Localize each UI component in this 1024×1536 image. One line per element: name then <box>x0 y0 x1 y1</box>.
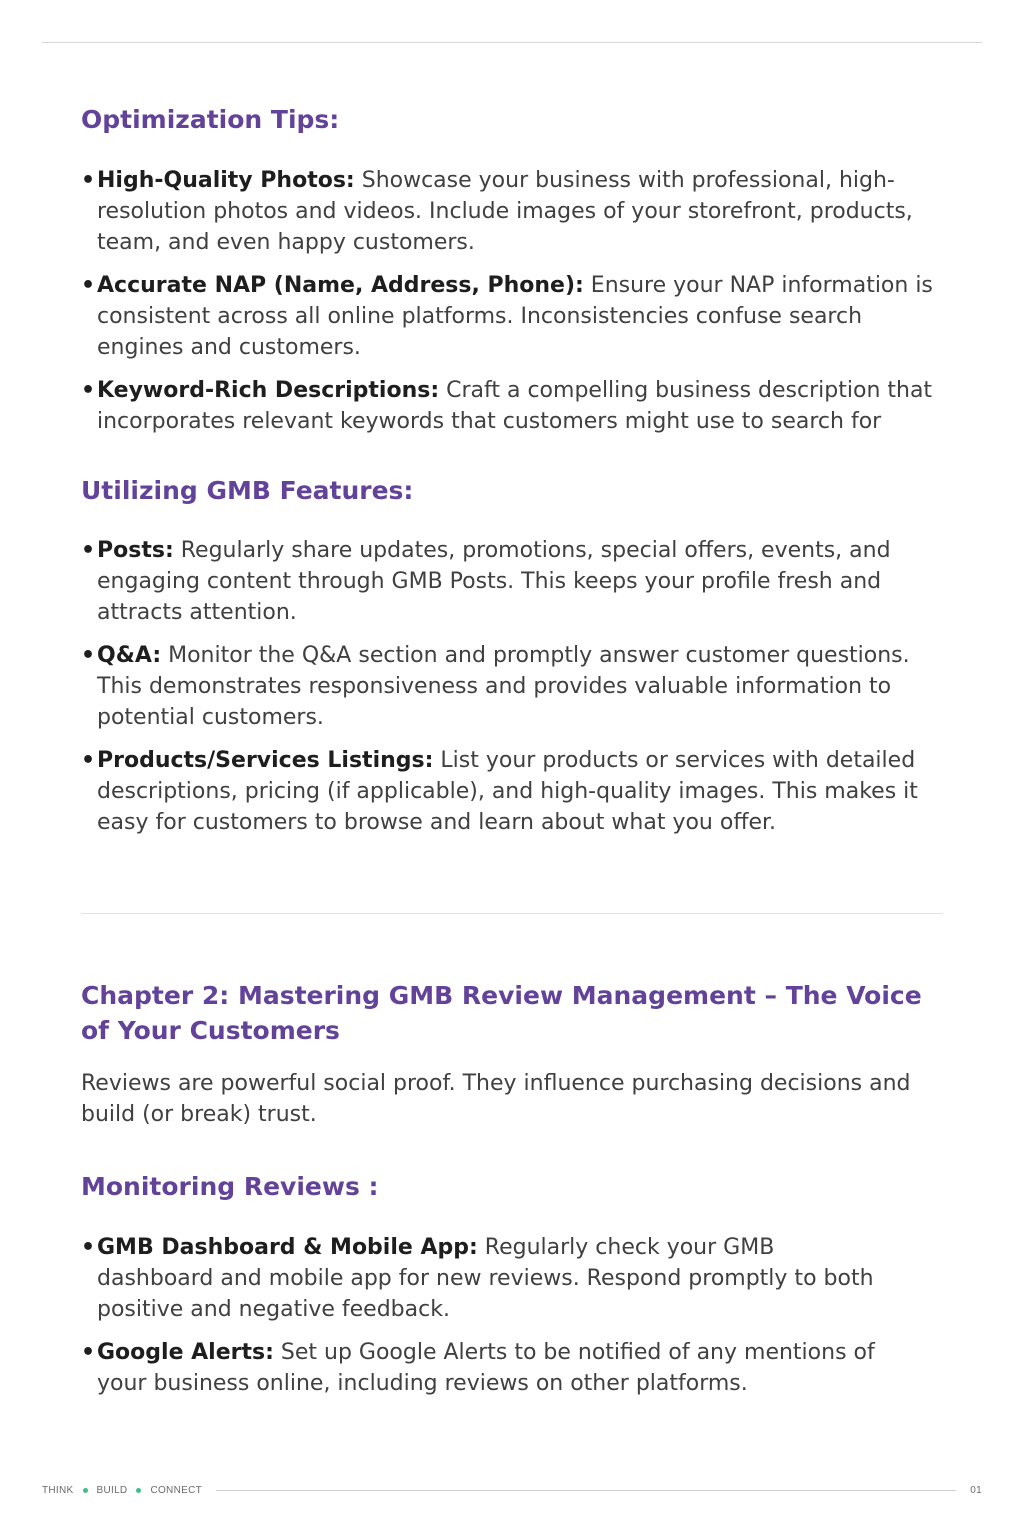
list-item <box>81 535 943 628</box>
item-text: List your products or services with detailed descriptions, pricing (if applicable), and high-quality images. This makes it easy for customers to browse and learn about what you offer. <box>97 748 918 835</box>
monitoring-reviews-list <box>81 1232 881 1411</box>
top-divider <box>42 42 982 43</box>
item-term: Products/Services Listings: <box>97 748 434 773</box>
page-footer <box>42 1482 982 1498</box>
item-text: Regularly check your GMB dashboard and mobile app for new reviews. Respond promptly to both positive and negative feedback. <box>97 1235 874 1322</box>
item-text: Set up Google Alerts to be notified of any mentions of your business online, including reviews on other platforms. <box>97 1340 875 1396</box>
list-item <box>81 375 943 437</box>
item-term: Posts: <box>97 538 174 563</box>
list-item <box>81 270 943 363</box>
item-text: Craft a compelling business description that incorporates relevant keywords that customers might use to search for <box>97 378 933 434</box>
section-divider <box>81 913 943 914</box>
footer-dot-icon <box>136 1488 141 1493</box>
item-term: GMB Dashboard & Mobile App: <box>97 1235 478 1260</box>
bullet: • <box>81 748 96 773</box>
heading-chapter-2: Chapter 2: Mastering GMB Review Management – The Voice of Your Customers <box>81 981 922 1045</box>
heading-utilizing-gmb-features: Utilizing GMB Features: <box>81 476 414 505</box>
list-item <box>81 1337 881 1399</box>
item-term: Keyword-Rich Descriptions: <box>97 378 440 403</box>
list-item <box>81 165 943 258</box>
bullet: • <box>81 273 96 298</box>
footer-tag-build: BUILD <box>96 1484 128 1496</box>
bullet: • <box>81 1235 96 1260</box>
optimization-tips-list <box>81 165 943 449</box>
heading-monitoring-reviews: Monitoring Reviews : <box>81 1172 379 1201</box>
item-term: Google Alerts: <box>97 1340 274 1365</box>
footer-rule <box>216 1490 956 1491</box>
bullet: • <box>81 378 96 403</box>
item-term: Accurate NAP (Name, Address, Phone): <box>97 273 584 298</box>
list-item <box>81 640 943 733</box>
chapter-intro: Reviews are powerful social proof. They influence purchasing decisions and build (or break) trust. <box>81 1071 911 1127</box>
bullet: • <box>81 538 96 563</box>
footer-dot-icon <box>83 1488 88 1493</box>
page-number: 01 <box>970 1484 982 1496</box>
bullet: • <box>81 168 96 193</box>
heading-optimization-tips: Optimization Tips: <box>81 105 340 134</box>
item-text: Monitor the Q&A section and promptly answer customer questions. This demonstrates responsiveness and provides valuable information to potential customers. <box>97 643 910 730</box>
gmb-features-list <box>81 535 943 850</box>
list-item <box>81 1232 881 1325</box>
item-text: Showcase your business with professional, high-resolution photos and videos. Include images of your storefront, products, team, and even happy customers. <box>97 168 913 255</box>
item-term: High-Quality Photos: <box>97 168 355 193</box>
footer-tag-connect: CONNECT <box>150 1484 202 1496</box>
item-text: Regularly share updates, promotions, special offers, events, and engaging content through GMB Posts. This keeps your profile fresh and attracts attention. <box>97 538 891 625</box>
bullet: • <box>81 643 96 668</box>
item-text: Ensure your NAP information is consistent across all online platforms. Inconsistencies confuse search engines and customers. <box>97 273 933 360</box>
list-item <box>81 745 943 838</box>
footer-tag-think: THINK <box>42 1484 74 1496</box>
bullet: • <box>81 1340 96 1365</box>
item-term: Q&A: <box>97 643 162 668</box>
